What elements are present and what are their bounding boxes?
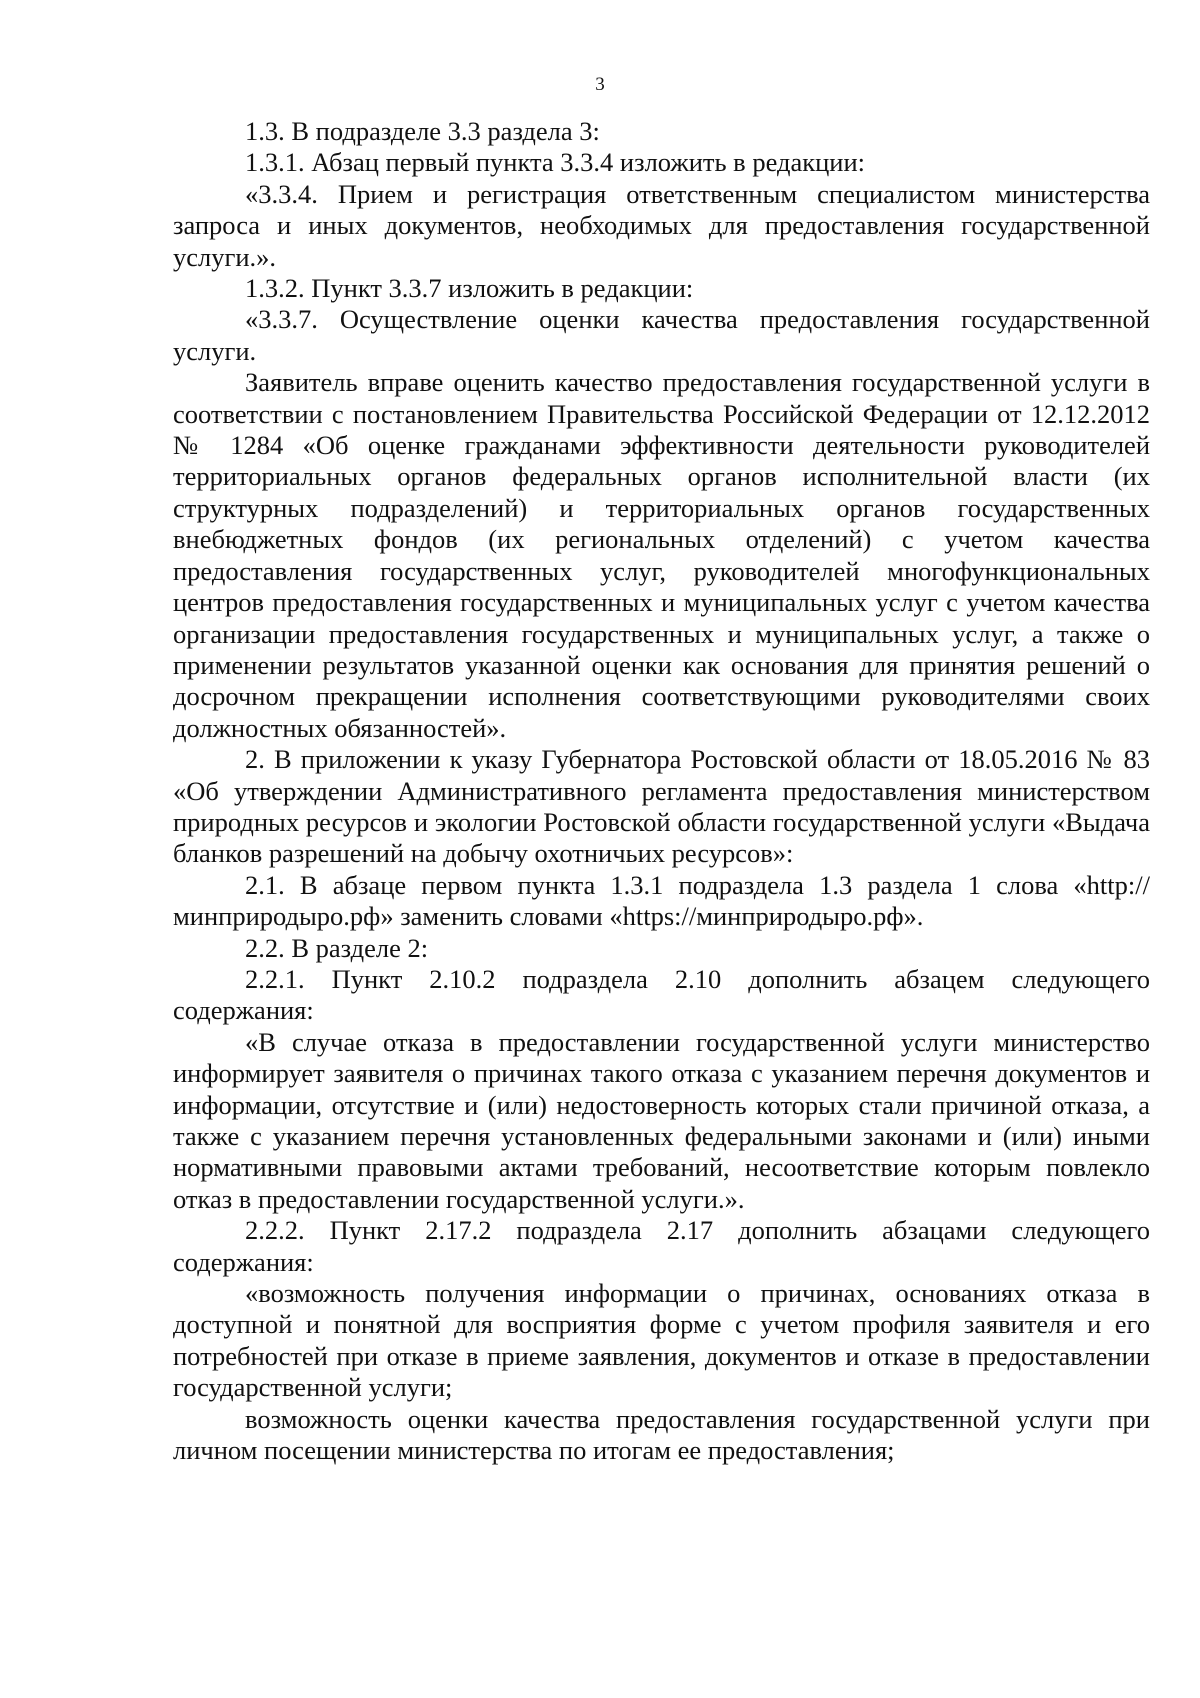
paragraph-3-3-4-text: «3.3.4. Прием и регистрация ответственным специалистом министерства запроса и иных документов, необходимых для предоставления государственной услуги.». bbox=[173, 178, 1150, 272]
paragraph-refusal-info: «В случае отказа в предоставлении государственной услуги министерство информирует заявителя о причинах такого отказа с указанием перечня документов и информации, отсутствие и (или) недостоверность которых стали причиной отказа, а также с указанием перечня установленных федеральными законами и (или) иными нормативными правовыми актами требований, несоответствие которым повлекло отказ в предоставлении государственной услуги.». bbox=[173, 1026, 1150, 1214]
page-number: 3 bbox=[595, 74, 605, 95]
paragraph-2-2: 2.2. В разделе 2: bbox=[245, 932, 429, 963]
paragraph-2-2-1: 2.2.1. Пункт 2.10.2 подраздела 2.10 дополнить абзацем следующего содержания: bbox=[173, 963, 1150, 1026]
paragraph-quality-assessment: возможность оценки качества предоставления государственной услуги при личном посещении министерства по итогам ее предоставления; bbox=[173, 1403, 1150, 1466]
document-body bbox=[173, 116, 1150, 1466]
paragraph-1-3: 1.3. В подразделе 3.3 раздела 3: bbox=[245, 116, 600, 146]
paragraph-refusal-reasons: «возможность получения информации о причинах, основаниях отказа в доступной и понятной для восприятия форме с учетом профиля заявителя и его потребностей при отказе в приеме заявления, документов и отказе в предоставлении государственной услуги; bbox=[173, 1278, 1150, 1403]
paragraph-applicant-rights: Заявитель вправе оценить качество предоставления государственной услуги в соответствии с постановлением Правительства Российской Федерации от 12.12.2012 № 1284 «Об оценке гражданами эффективности деятельности руководителей территориальных органов федеральных органов исполнительной власти (их структурных подразделений) и территориальных органов государственных внебюджетных фондов (их региональных отделений) с учетом качества предоставления государственных услуг, руководителей многофункциональных центров предоставления государственных и муниципальных услуг с учетом качества организации предоставления государственных и муниципальных услуг, а также о применении результатов указанной оценки как основания для принятия решений о досрочном прекращении исполнения соответствующими руководителями своих должностных обязанностей». bbox=[173, 367, 1150, 743]
paragraph-2-2-2: 2.2.2. Пункт 2.17.2 подраздела 2.17 дополнить абзацами следующего содержания: bbox=[173, 1215, 1150, 1277]
paragraph-2: 2. В приложении к указу Губернатора Ростовской области от 18.05.2016 № 83 «Об утверждении Административного регламента предоставления министерством природных ресурсов и экологии Ростовской области государственной услуги «Выдача бланков разрешений на добычу охотничьих ресурсов»: bbox=[173, 744, 1150, 869]
paragraph-3-3-7-text: «3.3.7. Осуществление оценки качества предоставления государственной услуги. bbox=[173, 304, 1150, 366]
paragraph-2-1: 2.1. В абзаце первом пункта 1.3.1 подраздела 1.3 раздела 1 слова «http://минприродыро.рф» заменить словами «https://минприродыро.рф». bbox=[173, 869, 1150, 932]
paragraph-1-3-2: 1.3.2. Пункт 3.3.7 изложить в редакции: bbox=[245, 273, 694, 304]
paragraph-1-3-1: 1.3.1. Абзац первый пункта 3.3.4 изложить в редакции: bbox=[245, 147, 866, 178]
